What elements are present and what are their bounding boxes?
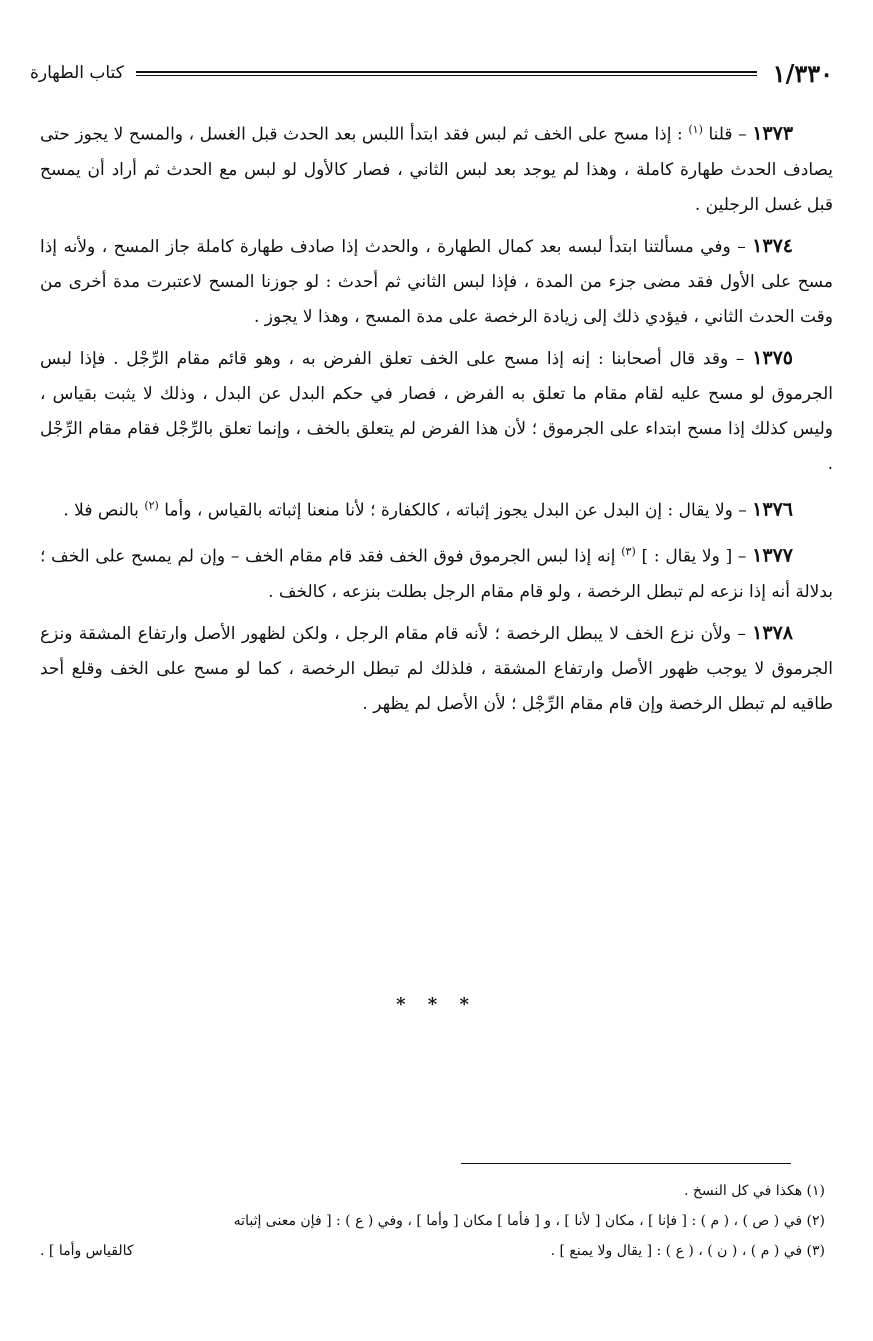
footnote-rule [461,1163,791,1164]
footnotes [40,1176,825,1266]
paragraph-text: – وقد قال أصحابنا : إنه إذا مسح على الخف تعلق الفرض به ، وهو قائم مقام الرِّجْل . فإذا لبس الجرموق لو مسح عليه لقام مقام ما تعلق به الفرض ، فصار في حكم البدل عن البدل ، وذلك لا يثبت بقياس ، وليس كذلك إذا مسح ابتداء على الجرموق ؛ لأن هذا الفرض لم يتعلق بالخف ، وإنما تعلق بالرِّجْل فقام مقام الرِّجْل . [40,348,833,474]
footnote-ref-1: (١) [688,123,703,136]
paragraph-number: ١٣٧٥ [752,346,794,369]
paragraph-1378 [40,616,833,722]
paragraph-text: – قلنا [708,124,747,145]
footnote-2-continuation: كالقياس وأما ] . [40,1243,134,1259]
footnote-1: (١) هكذا في كل النسخ . [683,1183,825,1199]
footnote-ref-3: (٣) [621,545,636,559]
paragraph-text: – وفي مسألتنا ابتدأ لبسه بعد كمال الطهارة ، والحدث إذا صادف طهارة كاملة جاز المسح ، ولأنه إذا مسح على الأول فقد مضى جزء من المدة ، فإذا لبس الثاني ثم أحدث : لو جوزنا المسح لاعتبرت مدة أخرى من وقت الحدث الثاني ، فيؤدي ذلك إلى زيادة الرخصة على مدة المسح ، وهذا لا يجوز . [40,236,833,327]
main-text [40,112,833,728]
footnote-row [40,1236,825,1266]
paragraph-text: بالنص فلا . [63,500,139,521]
footnote-ref-2: (٢) [144,498,159,512]
footnote-2: (٢) في ( ص ) ، ( م ) : [ فإنا ] ، مكان [ لأنا ] ، و [ فأما ] مكان [ وأما ] ، وفي ( ع ) : [ فإن معنى إثباته [233,1213,825,1229]
paragraph-number: ١٣٧٣ [752,122,794,145]
section-separator: * * * [396,994,477,1015]
paragraph-number: ١٣٧٤ [752,234,793,257]
paragraph-text: – [ ولا يقال : ] [641,546,747,567]
page-header [30,56,833,90]
paragraph-text: – ولا يقال : إن البدل عن البدل يجوز إثباته ، كالكفارة ؛ لأنا منعنا إثباته بالقياس ، وأما [164,500,747,521]
paragraph-1374 [40,229,833,335]
page-number: ١/٣٣٠ [772,58,833,88]
paragraph-text: إنه إذا لبس الجرموق فوق الخف فقد قام مقام الخف – وإن لم يمسح على الخف ؛ بدلالة أنه إذا نزعه لم تبطل الرخصة ، ولو قام مقام الرجل بطلت بنزعه ، كالخف . [40,546,833,602]
paragraph-text: – ولأن نزع الخف لا يبطل الرخصة ؛ لأنه قام مقام الرجل ، ولكن لظهور الأصل وارتفاع المشقة ونزع الجرموق لا يوجب ظهور الأصل وارتفاع المشقة ، فلذلك لم تبطل الرخصة ، كما لو مسح على الخف وقلع أحد طاقيه لم تبطل الرخصة وإن قام مقام الرِّجْل ؛ لأن الأصل لم يظهر . [40,623,833,714]
paragraph-1377 [40,534,833,610]
paragraph-text: : إذا مسح على الخف ثم لبس فقد ابتدأ اللبس بعد الحدث قبل الغسل ، والمسح لا يجوز حتى يصادف الحدث طهارة كاملة ، وهذا لم يوجد بعد لبس الثاني ، فصار كالأول لو لبس مع الحدث ثم أراد أن يمسح قبل غسل الرجلين . [40,124,833,215]
paragraph-1373 [40,112,833,223]
header-rule [136,71,757,76]
paragraph-number: ١٣٧٦ [752,498,793,521]
footnote-3: (٣) في ( م ) ، ( ن ) ، ( ع ) : [ يقال ولا يمنع ] . [550,1243,825,1259]
running-title: كتاب الطهارة [30,63,124,83]
paragraph-1376 [40,488,833,529]
paragraph-number: ١٣٧٧ [752,544,793,567]
paragraph-1375 [40,341,833,482]
paragraph-number: ١٣٧٨ [752,621,793,644]
